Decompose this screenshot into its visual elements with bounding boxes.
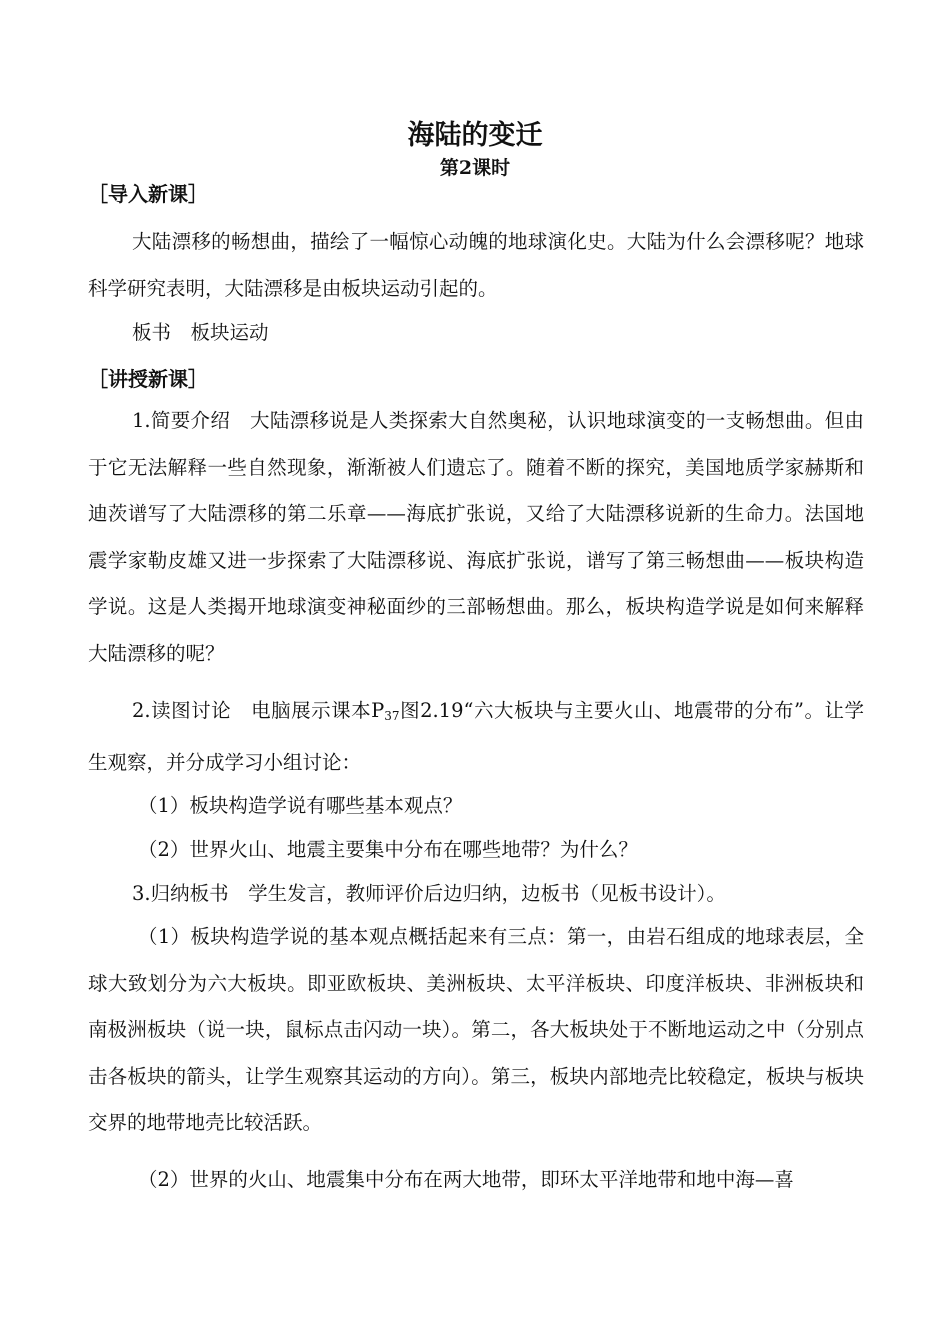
board-note: 板书 板块运动 — [132, 321, 269, 344]
section-heading-intro: ［导入新课］ — [88, 182, 208, 206]
paragraph-volcano-zones: （2）世界的火山、地震集中分布在两大地带，即环太平洋地带和地中海—喜 — [138, 1168, 794, 1191]
intro-paragraph: 大陆漂移的畅想曲，描绘了一幅惊心动魄的地球演化史。大陆为什么会漂移呢？地球科学研究表明，大陆漂移是由板块运动引起的。 — [88, 230, 864, 300]
section-heading-lesson: ［讲授新课］ — [88, 367, 208, 391]
paragraph-discussion — [88, 688, 864, 786]
paragraph-plate-tectonics: （1）板块构造学说的基本观点概括起来有三点：第一，由岩石组成的地球表层，全球大致划分为六大板块。即亚欧板块、美洲板块、太平洋板块、印度洋板块、非洲板块和南极洲板块（说一块，鼠标点击闪动一块）。第二，各大板块处于不断地运动之中（分别点击各板块的箭头，让学生观察其运动的方向）。第三，板块内部地壳比较稳定，板块与板块交界的地带地壳比较活跃。 — [88, 925, 864, 1134]
paragraph-introduction: 1.简要介绍 大陆漂移说是人类探索大自然奥秘，认识地球演变的一支畅想曲。但由于它无法解释一些自然现象，渐渐被人们遗忘了。随着不断的探究，美国地质学家赫斯和迪茨谱写了大陆漂移的第二乐章——海底扩张说，又给了大陆漂移说新的生命力。法国地震学家勒皮雄又进一步探索了大陆漂移说、海底扩张说，谱写了第三畅想曲——板块构造学说。这是人类揭开地球演变神秘面纱的三部畅想曲。那么，板块构造学说是如何来解释大陆漂移的呢？ — [88, 409, 864, 665]
question-2: （2）世界火山、地震主要集中分布在哪些地带？为什么？ — [138, 838, 638, 861]
question-1: （1）板块构造学说有哪些基本观点？ — [138, 794, 463, 817]
document-title: 海陆的变迁 — [407, 120, 543, 151]
document-subtitle: 第2课时 — [439, 157, 511, 179]
discussion-text-end: 图2.19“六大板块与主要火山、地震带的分布”。让学生观察，并分成学习小组讨论： — [88, 699, 864, 774]
page-subscript: 37 — [384, 709, 400, 723]
paragraph-summary: 3.归纳板书 学生发言，教师评价后边归纳，边板书（见板书设计）。 — [132, 882, 726, 905]
discussion-text-start: 2.读图讨论 电脑展示课本P — [132, 699, 385, 722]
